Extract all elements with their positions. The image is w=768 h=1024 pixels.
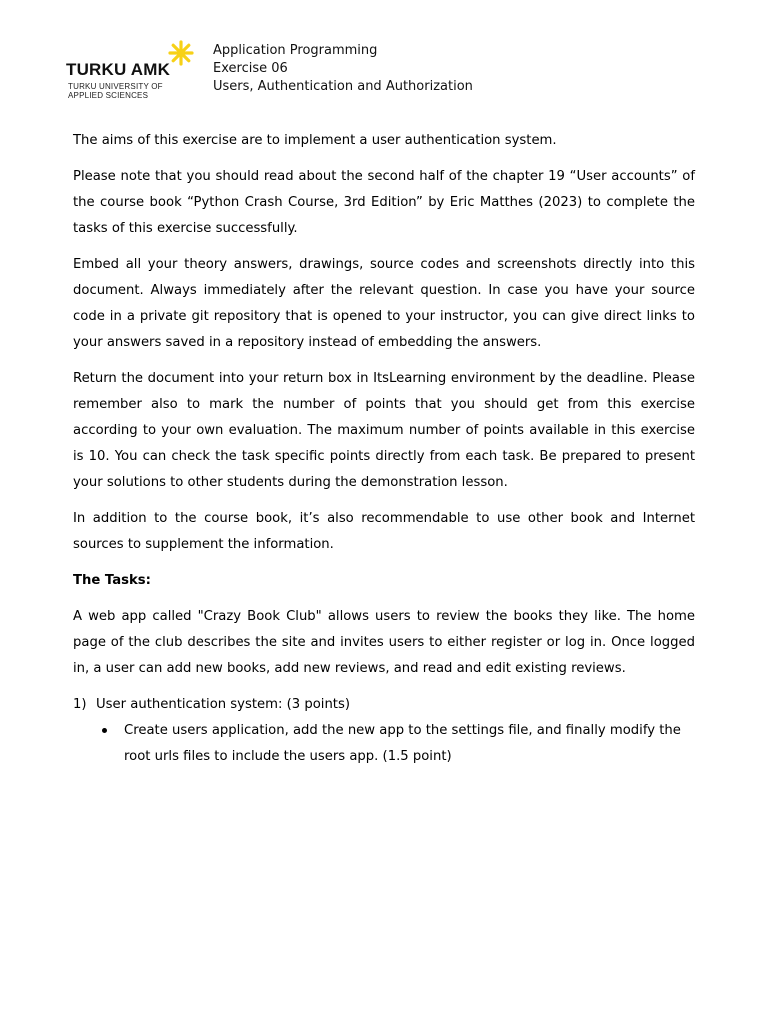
course-title: Application Programming <box>213 43 378 58</box>
exercise-number: Exercise 06 <box>213 61 288 76</box>
embed-paragraph: Embed all your theory answers, drawings, source codes and screenshots directly into this document. Always immediately after the relevant question. In case you have your source code in a private git repository that is opened to your instructor, you can give direct links to your answers saved in a repository instead of embedding the answers. <box>73 257 695 350</box>
document-header <box>213 42 473 96</box>
logo-wordmark: TURKU AMK <box>66 60 171 79</box>
sources-paragraph: In addition to the course book, it’s also recommendable to use other book and Internet sources to supplement the information. <box>73 511 695 552</box>
logo-subtitle-line2: APPLIED SCIENCES <box>68 91 149 100</box>
subtask-item <box>73 718 695 770</box>
aims-paragraph: The aims of this exercise are to implement a user authentication system. <box>73 133 557 148</box>
task-item <box>73 692 695 718</box>
return-paragraph: Return the document into your return box in ItsLearning environment by the deadline. Please remember also to mark the number of points that you should get from this exercise according to your own evaluation. The maximum number of points available in this exercise is 10. You can check the task specific points directly from each task. Be prepared to present your solutions to other students during the demonstration lesson. <box>73 371 695 490</box>
star-logo-icon <box>168 40 194 66</box>
turku-amk-logo <box>66 40 196 104</box>
tasks-heading: The Tasks: <box>73 573 151 588</box>
document-body <box>73 128 695 770</box>
task-number: 1) <box>73 697 87 712</box>
reading-paragraph: Please note that you should read about the second half of the chapter 19 “User accounts” of the course book “Python Crash Course, 3rd Edition” by Eric Matthes (2023) to complete the tasks of this exercise successfully. <box>73 169 695 236</box>
exercise-topic: Users, Authentication and Authorization <box>213 79 473 94</box>
intro-paragraph: A web app called "Crazy Book Club" allows users to review the books they like. The home page of the club describes the site and invites users to either register or log in. Once logged in, a user can add new books, add new reviews, and read and edit existing reviews. <box>73 609 695 676</box>
bullet-icon <box>102 728 107 733</box>
subtask-text: Create users application, add the new app to the settings file, and finally modify the root urls files to include the users app. (1.5 point) <box>124 723 681 764</box>
task-title: User authentication system: (3 points) <box>96 697 350 712</box>
logo-subtitle-line1: TURKU UNIVERSITY OF <box>68 82 163 91</box>
